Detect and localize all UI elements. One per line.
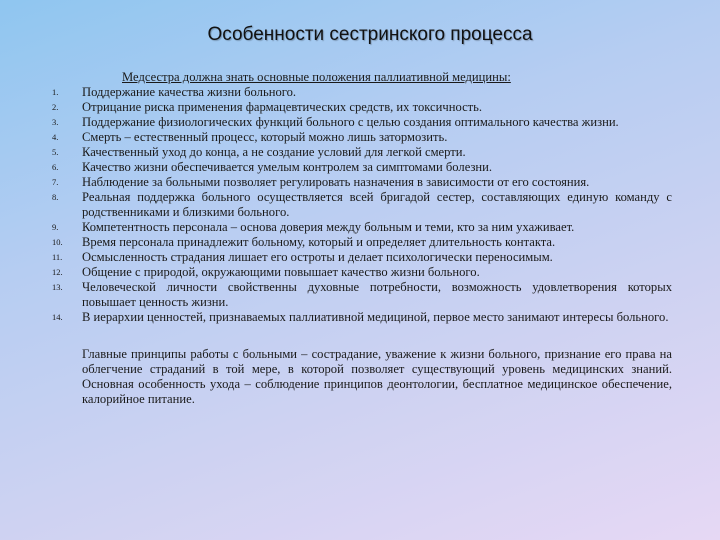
slide-content bbox=[52, 70, 672, 407]
list-item bbox=[52, 265, 672, 280]
list-item bbox=[52, 115, 672, 130]
item-text: Поддержание физиологических функций больного с целью создания оптимального качества жизни. bbox=[82, 115, 619, 129]
item-text: Осмысленность страдания лишает его остроты и делает психологически переносимым. bbox=[82, 250, 553, 264]
item-text: Человеческой личности свойственны духовные потребности, возможность удовлетворения которых повышает ценность жизни. bbox=[82, 280, 672, 309]
list-item bbox=[52, 220, 672, 235]
list-item bbox=[52, 85, 672, 100]
item-number: 14. bbox=[52, 312, 63, 322]
item-text: Смерть – естественный процесс, который можно лишь затормозить. bbox=[82, 130, 448, 144]
item-text: Качественный уход до конца, а не создание условий для легкой смерти. bbox=[82, 145, 466, 159]
item-number: 8. bbox=[52, 192, 59, 202]
list-item bbox=[52, 175, 672, 190]
item-text: Поддержание качества жизни больного. bbox=[82, 85, 297, 99]
closing-paragraph: Главные принципы работы с больными – сострадание, уважение к жизни больного, признание его права на облегчение страданий в той мере, в которой позволяет существующий уровень медицинских знаний. Основная особенность ухода – соблюдение принципов деонтологии, бесплатное медицинское обеспечение, калорийное питание. bbox=[82, 347, 672, 406]
list-item bbox=[52, 250, 672, 265]
item-number: 2. bbox=[52, 102, 59, 112]
item-number: 6. bbox=[52, 162, 59, 172]
item-number: 5. bbox=[52, 147, 59, 157]
item-number: 12. bbox=[52, 267, 63, 277]
item-number: 9. bbox=[52, 222, 59, 232]
item-number: 7. bbox=[52, 177, 59, 187]
list-item bbox=[52, 130, 672, 145]
item-number: 10. bbox=[52, 237, 63, 247]
list-item bbox=[52, 190, 672, 220]
item-text: Реальная поддержка больного осуществляется всей бригадой сестер, составляющих единую команду с родственниками и близкими больного. bbox=[82, 190, 672, 219]
item-number: 3. bbox=[52, 117, 59, 127]
list-item bbox=[52, 280, 672, 310]
item-text: Наблюдение за больными позволяет регулировать назначения в зависимости от его состояния. bbox=[82, 175, 590, 189]
item-text: Качество жизни обеспечивается умелым контролем за симптомами болезни. bbox=[82, 160, 493, 174]
item-number: 11. bbox=[52, 252, 63, 262]
item-text: Время персонала принадлежит больному, который и определяет длительность контакта. bbox=[82, 235, 556, 249]
intro-text: Медсестра должна знать основные положения паллиативной медицины: bbox=[122, 70, 511, 84]
item-text: Общение с природой, окружающими повышает качество жизни больного. bbox=[82, 265, 480, 279]
item-number: 1. bbox=[52, 87, 59, 97]
list-item bbox=[52, 100, 672, 115]
list-item bbox=[52, 310, 672, 325]
item-text: Компетентность персонала – основа доверия между больным и теми, кто за ним ухаживает. bbox=[82, 220, 575, 234]
item-number: 4. bbox=[52, 132, 59, 142]
item-number: 13. bbox=[52, 282, 63, 292]
slide-title: Особенности сестринского процесса bbox=[207, 24, 533, 45]
item-text: Отрицание риска применения фармацевтических средств, их токсичность. bbox=[82, 100, 483, 114]
list-item bbox=[52, 235, 672, 250]
item-text: В иерархии ценностей, признаваемых паллиативной медициной, первое место занимают интересы больного. bbox=[82, 310, 669, 324]
list-item bbox=[52, 160, 672, 175]
principles-list bbox=[52, 85, 672, 325]
list-item bbox=[52, 145, 672, 160]
